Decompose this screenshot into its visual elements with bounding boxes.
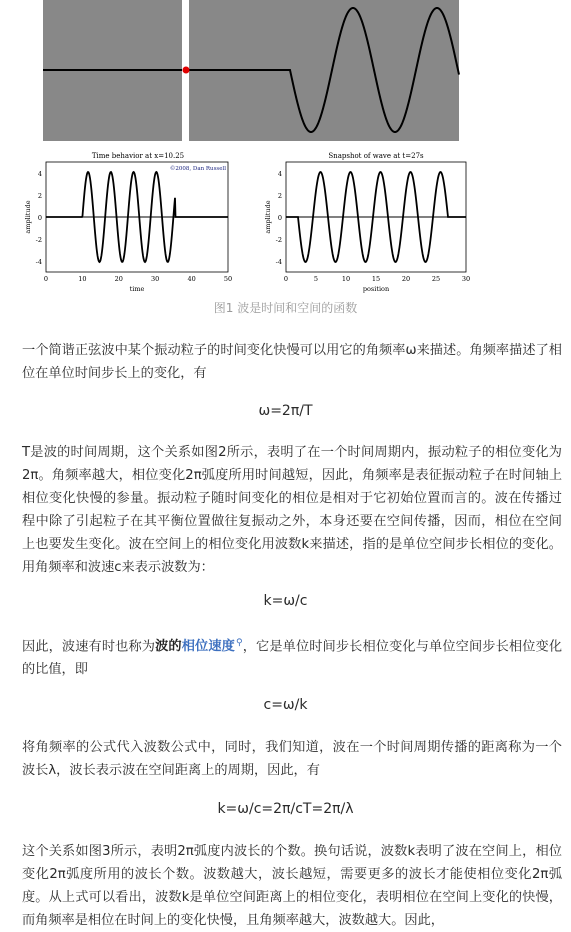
link-text-prefix: 波的: [155, 639, 182, 655]
xtick: 0: [43, 275, 49, 283]
paragraph-1: 一个简谐正弦波中某个振动粒子的时间变化快慢可以用它的角频率ω来描述。角频率描述了相位在单位时间步长上的变化，有: [22, 343, 562, 381]
observer-dot: [183, 67, 190, 74]
xtick: 40: [187, 275, 196, 283]
plot-right-xticks: [284, 275, 470, 283]
ytick: -2: [35, 236, 42, 244]
ytick: 4: [37, 170, 42, 178]
ytick: 2: [37, 192, 42, 200]
wave-animation-frame: [0, 0, 571, 150]
figure1-plots: [0, 146, 571, 298]
wave-snapshot-plot: [264, 152, 470, 293]
xtick: 25: [431, 275, 441, 283]
plot-left-ylabel: amplitude: [24, 200, 32, 234]
plot-left-title: Time behavior at x=10.25: [91, 152, 185, 160]
plot-left-xticks: [44, 275, 232, 283]
search-icon: ⚲: [235, 638, 243, 648]
formula-k-lambda: k=ω/c=2π/cT=2π/λ: [217, 801, 354, 817]
ytick: -4: [275, 258, 282, 266]
plot-left-xlabel: time: [129, 285, 145, 293]
ytick: 4: [277, 170, 282, 178]
formula-c: c=ω/k: [263, 697, 308, 713]
link-text-main: 相位速度: [181, 639, 235, 655]
figure-caption: 图1 波是时间和空间的函数: [213, 301, 358, 315]
formula-k: k=ω/c: [263, 593, 308, 609]
xtick: 10: [341, 275, 351, 283]
xtick: 15: [371, 275, 381, 283]
xtick: 50: [223, 275, 233, 283]
ytick: 2: [277, 192, 282, 200]
plot-right-title: Snapshot of wave at t=27s: [328, 152, 424, 160]
ytick: 0: [37, 214, 42, 222]
paragraph-3: [22, 632, 562, 681]
plot-right-xlabel: position: [362, 285, 390, 293]
formula-omega: ω=2π/T: [258, 403, 313, 419]
time-behavior-plot: [24, 152, 232, 293]
paragraph-2: T是波的时间周期，这个关系如图2所示，表明了在一个时间周期内，振动粒子的相位变化为2π。角频率越大，相位变化2π弧度所用时间越短，因此，角频率是表征振动粒子在时间轴上相位变化快慢的参量。振动粒子随时间变化的相位是相对于它初始位置而言的。波在传播过程中除了引起粒子在其平衡位置做往复振动之外，本身还要在空间传播，因而，相位在空间上也要发生变化。波在空间上的相位变化用波数k来描述，指的是单位空间步长相位的变化。用角频率和波速c来表示波数为：: [22, 445, 562, 575]
xtick: 20: [114, 275, 123, 283]
xtick: 10: [78, 275, 87, 283]
paragraph-5: 这个关系如图3所示，表明2π弧度内波长的个数。换句话说，波数k表明了波在空间上，相位变化2π弧度所用的波长个数。波数越大，波长越短，需要更多的波长才能使相位变化2π弧度。从上式可以看出，波数k是单位空间距离上的相位变化，表明相位在空间上变化的快慢，而角频率是相位在时间上的变化快慢，且角频率越大，波数越大。因此，: [22, 844, 563, 928]
plot-left-yticks: [36, 170, 42, 266]
paragraph-4: 将角频率的公式代入波数公式中，同时，我们知道，波在一个时间周期传播的距离称为一个波长λ，波长表示波在空间距离上的周期，因此，有: [22, 740, 562, 778]
ytick: -2: [275, 236, 282, 244]
plot-right-ylabel: amplitude: [264, 200, 272, 234]
xtick: 5: [313, 275, 319, 283]
xtick: 0: [283, 275, 289, 283]
ytick: -4: [35, 258, 42, 266]
plot-left-watermark: ©2008, Dan Russell: [169, 166, 226, 172]
ytick: 0: [277, 214, 282, 222]
xtick: 30: [151, 275, 160, 283]
paragraph-3-text-post: ，它是单位时间步长相位变化与单位空间步长相位变化的比值，即: [22, 639, 563, 678]
xtick: 20: [401, 275, 411, 283]
plot-right-yticks: [276, 170, 282, 266]
xtick: 30: [461, 275, 471, 283]
paragraph-3-text: 因此，波速有时也称为: [22, 639, 156, 655]
phase-velocity-link[interactable]: [155, 639, 242, 654]
